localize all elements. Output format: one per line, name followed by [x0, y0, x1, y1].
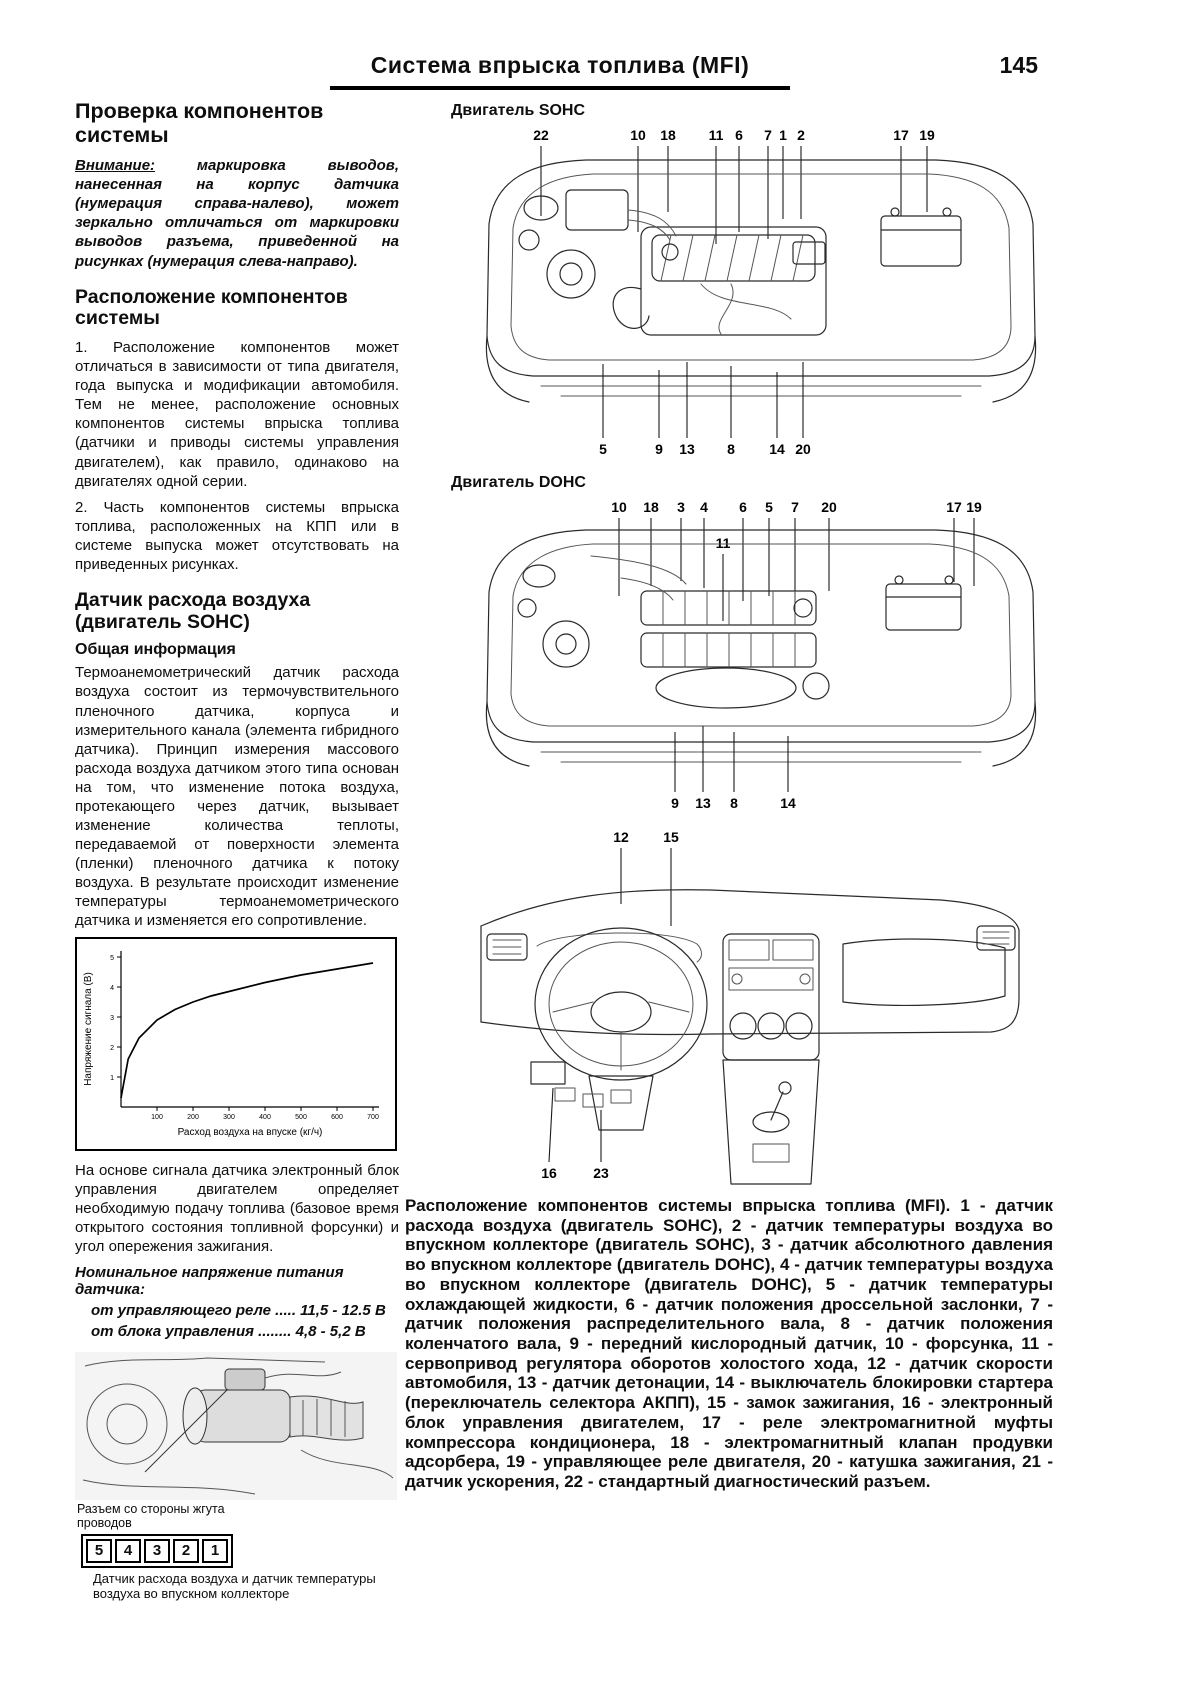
- y-tick-label: 3: [110, 1015, 114, 1023]
- callout-number: 20: [821, 499, 837, 515]
- x-tick-label: 100: [151, 1114, 163, 1122]
- x-tick-label: 300: [223, 1114, 235, 1122]
- connector-pin: 3: [144, 1539, 170, 1563]
- callout-number: 15: [663, 829, 679, 845]
- callout-number: 16: [541, 1165, 557, 1181]
- sohc-callout-numbers-bottom: [599, 441, 811, 457]
- maf-output-chart-svg: [77, 939, 395, 1149]
- callout-number: 19: [919, 127, 935, 143]
- dashboard-diagram: [471, 826, 1031, 1188]
- sensor-figure-caption: Датчик расхода воздуха и датчик температуры воздуха во впускном коллекторе: [93, 1570, 376, 1601]
- callout-number: 20: [795, 441, 811, 457]
- maf-signal-curve: [121, 963, 373, 1098]
- harness-connector-label: Разъем со стороны жгута проводов: [77, 1501, 225, 1530]
- sensor-connector: [225, 1369, 265, 1390]
- section-title-maf-sensor: Датчик расхода воздуха (двигатель SOHC): [75, 588, 311, 633]
- x-tick-label: 400: [259, 1114, 271, 1122]
- page-number: 145: [999, 52, 1038, 78]
- nominal-voltage-title: Номинальное напряжение питания датчика:: [75, 1264, 344, 1299]
- dash-leader-lines: [621, 848, 671, 926]
- maf-output-chart: [75, 937, 397, 1151]
- page-title: Система впрыска топлива (MFI): [330, 52, 790, 90]
- dash-callout-numbers-bottom: [541, 1165, 609, 1181]
- maf-sensor-figure: [75, 1352, 397, 1600]
- callout-number: 19: [966, 499, 982, 515]
- callout-number: 12: [613, 829, 629, 845]
- callout-number: 17: [946, 499, 962, 515]
- callout-number: 23: [593, 1165, 609, 1181]
- callout-number: 18: [660, 127, 676, 143]
- callout-number: 10: [611, 499, 627, 515]
- section-title-component-location: Расположение компонентов системы: [75, 285, 348, 330]
- paragraph-after-chart: На основе сигнала датчика электронный блок управления двигателем определяет необходимую подачу топлива (базовое время открытого состояния топливной форсунки) и угол опережения зажигания.: [75, 1162, 399, 1256]
- paragraph-location-2: 2. Часть компонентов системы впрыска топлива, расположенных на КПП или в системе выпуска может отсутствовать на приведенных рисунках.: [75, 498, 399, 573]
- callout-number: 13: [695, 795, 711, 811]
- chart-x-axis-label: Расход воздуха на впуске (кг/ч): [177, 1127, 323, 1139]
- nominal-voltage-ecu: от блока управления ........ 4,8 - 5,2 В: [91, 1322, 366, 1340]
- subsection-general-info: Общая информация: [75, 641, 236, 659]
- connector-pin: 5: [86, 1539, 112, 1563]
- chart-y-axis-label: Напряжение сигнала (В): [83, 972, 94, 1086]
- sohc-engine-label: Двигатель SOHC: [451, 102, 586, 119]
- section-title-component-check: Проверка компонентов системы: [75, 99, 324, 147]
- callout-number: 18: [643, 499, 659, 515]
- chart-tick-labels: [110, 955, 379, 1121]
- callout-number: 9: [671, 795, 679, 811]
- callout-number: 7: [764, 127, 772, 143]
- callout-number: 5: [765, 499, 773, 515]
- sohc-callout-numbers-top: [533, 127, 935, 143]
- x-tick-label: 600: [331, 1114, 343, 1122]
- sohc-leader-lines: [541, 146, 927, 244]
- callout-number: 8: [730, 795, 738, 811]
- callout-number: 8: [727, 441, 735, 457]
- callout-number: 13: [679, 441, 695, 457]
- callout-number: 14: [769, 441, 785, 457]
- callout-number: 5: [599, 441, 607, 457]
- connector-pin: 2: [173, 1539, 199, 1563]
- x-tick-label: 200: [187, 1114, 199, 1122]
- callout-number: 9: [655, 441, 663, 457]
- dashboard-line-art: [481, 890, 1019, 1184]
- callout-number: 3: [677, 499, 685, 515]
- nominal-voltage-relay: от управляющего реле ..... 11,5 - 12.5 В: [91, 1302, 386, 1320]
- paragraph-location-1: 1. Расположение компонентов может отличаться в зависимости от типа двигателя, года выпуска и модификации автомобиля. Тем не менее, расположение основных компонентов системы впрыска топлива (датчики и приводы системы управления двигателем), как правило, одинаково на двигателях одной серии.: [75, 339, 399, 490]
- callout-number: 10: [630, 127, 646, 143]
- maf-sensor-drawing: [75, 1352, 397, 1502]
- engine-line-art: [486, 160, 1035, 402]
- callout-number: 1: [779, 127, 787, 143]
- left-column: [75, 100, 399, 1600]
- attention-note-text: маркировка выводов, нанесенная на корпус датчика (нумерация справа-налево), может зеркально отличаться от маркировки выводов разъема, приведенной на рисунках (нумерация слева-направо).: [75, 157, 399, 270]
- connector-pin: 4: [115, 1539, 141, 1563]
- right-column: [405, 100, 1053, 1492]
- callout-number: 14: [780, 795, 796, 811]
- sohc-leader-lines-bottom: [603, 362, 803, 438]
- callout-number: 4: [700, 499, 708, 515]
- callout-number: 7: [791, 499, 799, 515]
- x-tick-label: 700: [367, 1114, 379, 1122]
- callout-number: 11: [715, 535, 731, 551]
- callout-number: 11: [708, 127, 724, 143]
- callout-number: 6: [739, 499, 747, 515]
- dohc-callout-numbers-bottom: [671, 795, 796, 811]
- callout-number: 6: [735, 127, 743, 143]
- connector-pinout: [81, 1534, 233, 1568]
- engine-line-art: [486, 530, 1035, 766]
- x-tick-label: 500: [295, 1114, 307, 1122]
- dohc-engine-label: Двигатель DOHC: [451, 474, 586, 491]
- dash-callout-numbers-top: [613, 829, 679, 845]
- attention-note: [75, 156, 399, 270]
- y-tick-label: 1: [110, 1075, 114, 1083]
- connector-pin: 1: [202, 1539, 228, 1563]
- callout-number: 2: [797, 127, 805, 143]
- dohc-callout-numbers-top: [611, 499, 982, 551]
- y-tick-label: 2: [110, 1045, 114, 1053]
- attention-note-label: Внимание:: [75, 157, 156, 175]
- dohc-leader-lines-bottom: [675, 726, 788, 792]
- y-tick-label: 4: [110, 985, 114, 993]
- dohc-leader-lines: [619, 518, 974, 621]
- y-tick-label: 5: [110, 955, 114, 963]
- paragraph-maf-description: Термоанемометрический датчик расхода воздуха состоит из термочувствительного пленочного датчика, корпуса и измерительного канала (элемента гибридного датчика). Принцип измерения массового расхода воздуха датчиком этого типа основан на том, что изменение потока воздуха, протекающего через датчик, вызывает изменение количества теплоты, передаваемой от поверхности элемента (пленки) пленочного датчика к потоку воздуха. В результате происходит изменение температуры термоанемометрического датчика и изменяется его сопротивление.: [75, 664, 399, 930]
- components-location-caption: Расположение компонентов системы впрыска топлива (MFI). 1 - датчик расхода воздуха (двигатель SOHC), 2 - датчик температуры воздуха во впускном коллекторе (двигатель SOHC), 3 - датчик абсолютного давления во впускном коллекторе (двигатель DOHC), 4 - датчик температуры воздуха во впускном коллекторе (двигатель DOHC), 5 - датчик температуры охлаждающей жидкости, 6 - датчик положения дроссельной заслонки, 7 - датчик положения распределительного вала, 8 - датчик положения коленчатого вала, 9 - передний кислородный датчик, 10 - форсунка, 11 - сервопривод регулятора оборотов холостого хода, 12 - датчик скорости автомобиля, 13 - датчик детонации, 14 - выключатель блокировки стартера (переключатель селектора АКПП), 15 - замок зажигания, 16 - электронный блок управления двигателем, 17 - реле электромагнитной муфты компрессора кондиционера, 18 - электромагнитный клапан продувки адсорбера, 19 - управляющее реле двигателя, 20 - катушка зажигания, 21 - датчик ускорения, 22 - стандартный диагностический разъем.: [405, 1196, 1053, 1492]
- chart-axes: [117, 951, 379, 1111]
- callout-number: 22: [533, 127, 549, 143]
- dohc-engine-diagram: [471, 496, 1051, 818]
- sohc-engine-diagram: [471, 124, 1051, 464]
- callout-number: 17: [893, 127, 909, 143]
